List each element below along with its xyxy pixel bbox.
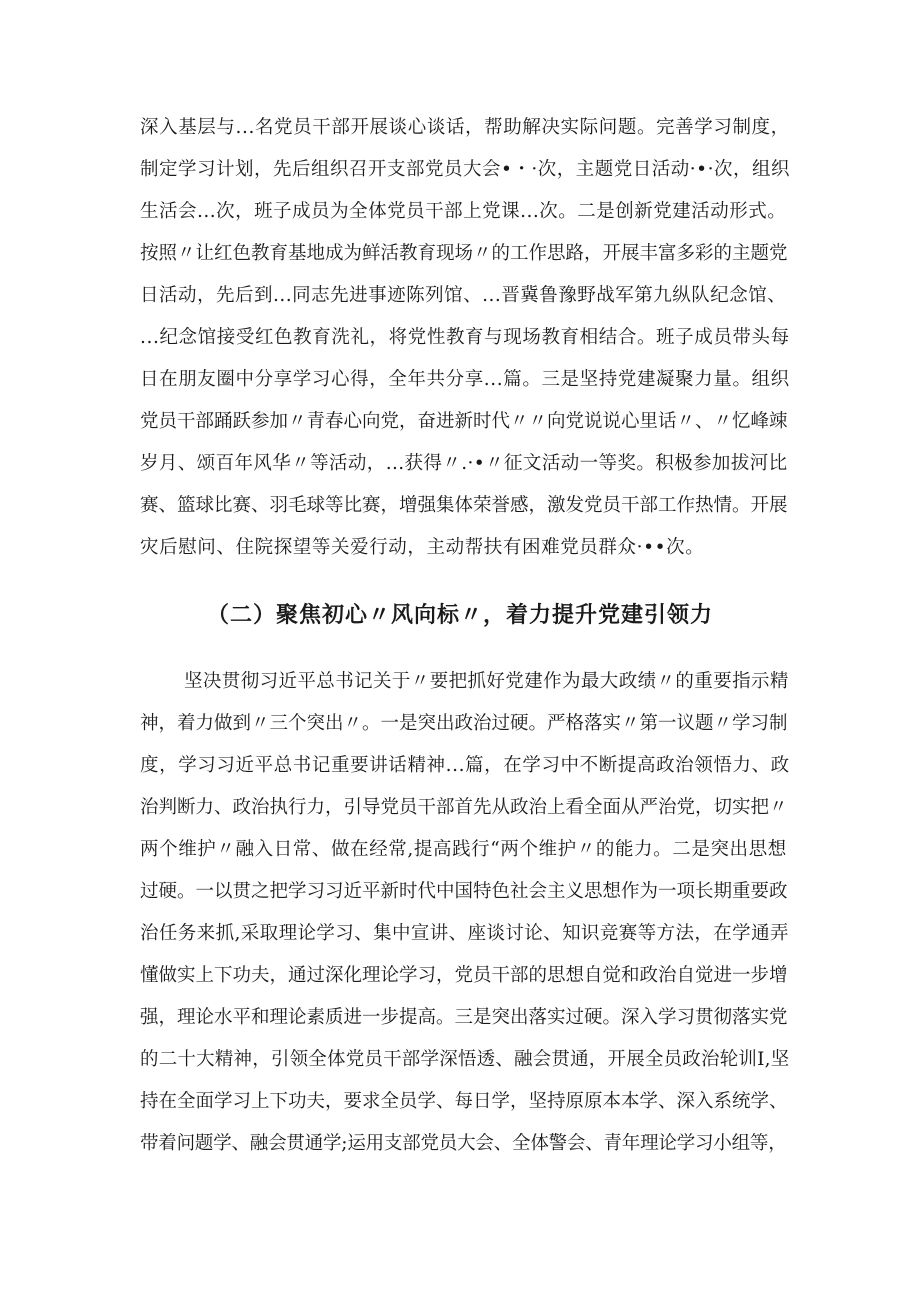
text-line: 党员干部踊跃参加〃青春心向党，奋进新时代〃〃向党说说心里话〃、〃忆峰竦: [140, 411, 788, 432]
text-line: 赛、篮球比赛、羽毛球等比赛，增强集体荣誉感，激发党员干部工作热情。开展: [140, 495, 788, 516]
text-line: 神，着力做到〃三个突出〃。一是突出政治过硬。严格落实〃第一议题〃学习制: [140, 713, 788, 734]
text-line: 深入基层与...名党员干部开展谈心谈话，帮助解决实际问题。完善学习制度，: [140, 117, 790, 138]
section-heading: （二）聚焦初心〃风向标〃，着力提升党建引领力: [206, 602, 713, 628]
text-line: 生活会...次，班子成员为全体党员干部上党课...次。二是创新党建活动形式。: [140, 201, 787, 222]
text-line: 懂做实上下功夫，通过深化理论学习，党员干部的思想自觉和政治自觉进一步增: [140, 965, 788, 986]
text-line: 强，理论水平和理论素质进一步提高。三是突出落实过硬。深入学习贯彻落实党: [140, 1007, 788, 1028]
text-line: 度，学习习近平总书记重要讲话精神...篇，在学习中不断提高政治领悟力、政: [140, 755, 790, 776]
text-line: 日活动，先后到...同志先进事迹陈列馆、...晋冀鲁豫野战军第九纵队纪念馆、: [140, 285, 787, 306]
text-line: 治判断力、政治执行力，引导党员干部首先从政治上看全面从严治党，切实把〃: [140, 797, 788, 818]
text-line: 按照〃让红色教育基地成为鲜活教育现场〃的工作思路，开展丰富多彩的主题党: [140, 243, 788, 264]
text-line: ...纪念馆接受红色教育洗礼，将党性教育与现场教育相结合。班子成员带头每: [140, 327, 790, 348]
text-line: 制定学习计划，先后组织召开支部党员大会•・·次，主题党日活动·•·次，组织: [140, 159, 790, 180]
text-line: 日在朋友圈中分享学习心得，全年共分享...篇。三是坚持党建凝聚力量。组织: [140, 369, 790, 390]
text-line: 岁月、颂百年风华〃等活动，...获得〃.·•〃征文活动一等奖。积极参加拔河比: [140, 453, 788, 474]
text-line: 带着问题学、融会贯通学;运用支部党员大会、全体警会、青年理论学习小组等，: [140, 1133, 787, 1154]
text-line: 两个维护〃融入日常、做在经常,提高践行“两个维护〃的能力。二是突出思想: [140, 839, 787, 860]
text-line: 灾后慰问、住院探望等关爱行动，主动帮扶有困难党员群众·••次。: [140, 537, 705, 558]
text-line: 的二十大精神，引领全体党员干部学深悟透、融会贯通，开展全员政治轮训I,坚: [140, 1049, 790, 1070]
text-line: 坚决贯彻习近平总书记关于〃要把抓好党建作为最大政绩〃的重要指示精: [184, 671, 789, 692]
text-line: 过硬。一以贯之把学习习近平新时代中国特色社会主义思想作为一项长期重要政: [140, 881, 788, 902]
text-line: 治任务来抓,采取理论学习、集中宣讲、座谈讨论、知识竞赛等方法，在学通弄: [140, 923, 789, 944]
text-line: 持在全面学习上下功夫，要求全员学、每日学，坚持原原本本学、深入系统学、: [140, 1091, 788, 1112]
